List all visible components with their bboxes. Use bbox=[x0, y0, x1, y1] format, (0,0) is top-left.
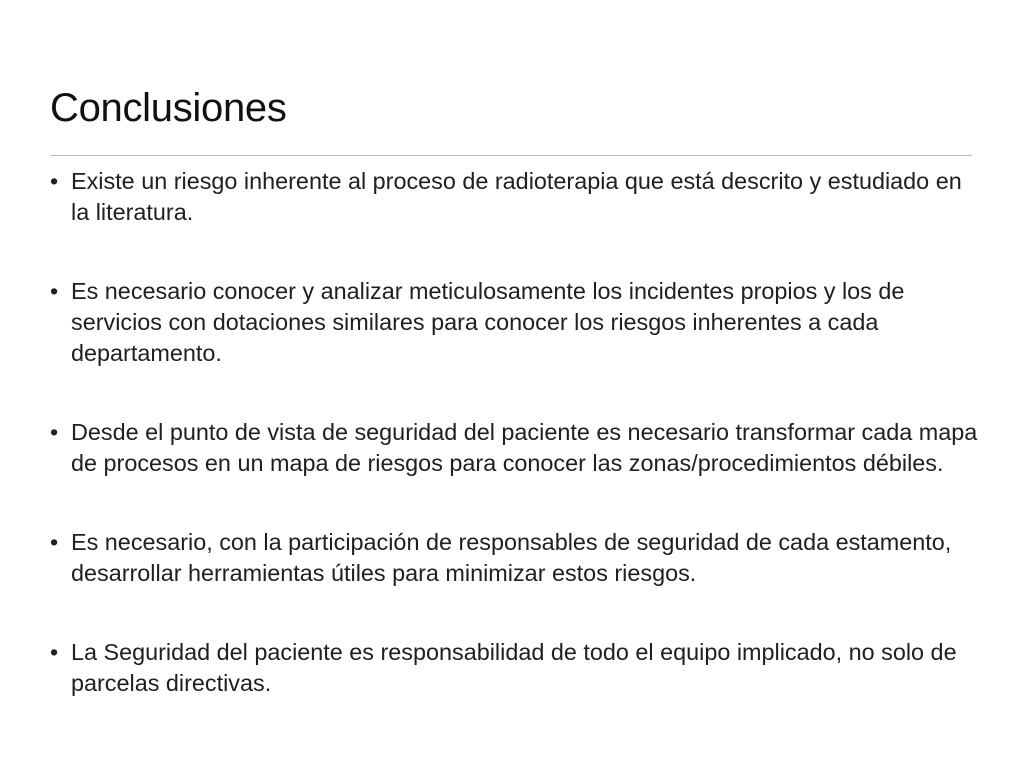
bullet-icon: • bbox=[50, 278, 59, 304]
bullet-item bbox=[50, 166, 980, 228]
title-divider bbox=[50, 155, 972, 156]
bullet-item bbox=[50, 417, 980, 479]
slide-title: Conclusiones bbox=[50, 86, 287, 130]
bullet-text: Desde el punto de vista de seguridad del paciente es necesario transformar cada mapa de procesos en un mapa de riesgos para conocer las zonas/procedimientos débiles. bbox=[71, 419, 978, 476]
bullet-item bbox=[50, 637, 980, 699]
bullet-item bbox=[50, 527, 980, 589]
bullet-text: Es necesario, con la participación de responsables de seguridad de cada estamento, desarrollar herramientas útiles para minimizar estos riesgos. bbox=[71, 529, 952, 586]
bullet-text: Es necesario conocer y analizar meticulosamente los incidentes propios y los de servicios con dotaciones similares para conocer los riesgos inherentes a cada departamento. bbox=[71, 278, 905, 366]
bullet-text: La Seguridad del paciente es responsabilidad de todo el equipo implicado, no solo de parcelas directivas. bbox=[71, 639, 957, 696]
bullet-icon: • bbox=[50, 168, 59, 194]
bullet-icon: • bbox=[50, 419, 59, 445]
bullet-icon: • bbox=[50, 529, 59, 555]
bullet-item bbox=[50, 276, 980, 369]
bullet-text: Existe un riesgo inherente al proceso de radioterapia que está descrito y estudiado en la literatura. bbox=[71, 168, 962, 225]
bullet-icon: • bbox=[50, 639, 59, 665]
bullet-list bbox=[50, 166, 980, 747]
